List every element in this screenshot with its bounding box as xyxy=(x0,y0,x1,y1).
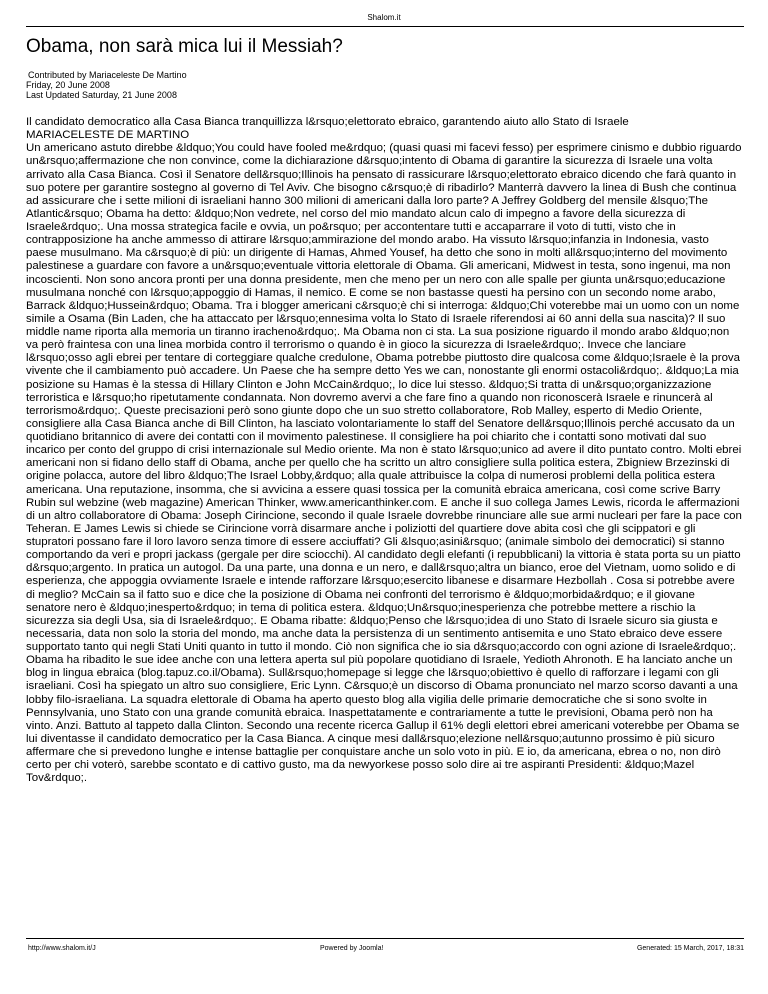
footer-generated: Generated: 15 March, 2017, 18:31 xyxy=(636,945,744,952)
contributed-by: Contributed by Mariaceleste De Martino xyxy=(28,70,187,80)
footer-powered-by: Powered by Joomla! xyxy=(320,945,384,952)
publish-date: Friday, 20 June 2008 xyxy=(26,80,110,90)
article-author: MARIACELESTE DE MARTINO xyxy=(26,129,190,142)
article-lead: Il candidato democratico alla Casa Bianca tranquillizza l&rsquo;elettorato ebraico, garantendo aiuto allo Stato di Israele xyxy=(26,116,629,128)
article-title: Obama, non sarà mica lui il Messiah? xyxy=(26,36,343,57)
page-footer xyxy=(26,944,744,954)
site-header: Shalom.it xyxy=(367,13,401,22)
article-meta xyxy=(26,70,187,100)
footer-url: http://www.shalom.it/J xyxy=(28,945,96,952)
header-divider xyxy=(26,26,744,27)
last-updated: Last Updated Saturday, 21 June 2008 xyxy=(26,90,177,100)
article-body: Un americano astuto direbbe &ldquo;You could have fooled me&rdquo; (quasi quasi mi facevi fesso) per esprimere cinismo e dubbio riguardo un&rsquo;affermazione che non convince, come la dichiarazione d&rsquo;intento di Obama di garantire la sicurezza di Israele una volta arrivato alla Casa Bianca. Così il Senatore dell&rsquo;Illinois ha pensato di rassicurare l&rsquo;elettorato ebraico dicendo che farà quanto in suo potere per garantire sostegno al governo di Tel Aviv. Che bisogno c&rsquo;è di ribadirlo? Manterrà davvero la linea di Bush che continua ad assicurare che i sette milioni di israeliani hanno 300 milioni di americani dalla loro parte? A Jeffrey Goldberg del mensile &lsquo;The Atlantic&rsquo; Obama ha detto: &ldquo;Non vedrete, nel corso del mio mandato alcun calo di impegno a favore della sicurezza di Israele&rdquo;. Una mossa strategica facile e ovvia, un po&rsquo; per accontentare tutti e accaparrare il voto di tutti, visto che in contrapposizione ha anche ammesso di attirare l&rsquo;ammirazione del mondo arabo. Ha vissuto l&rsquo;infanzia in Indonesia, vasto paese musulmano. Ma c&rsquo;è di più: un dirigente di Hamas, Ahmed Yousef, ha detto che sono in molti all&rsquo;interno del movimento palestinese a guardare con favore a un&rsquo;eventuale vittoria elettorale di Obama. Gli americani, Midwest in testa, sono ingenui, ma non incoscienti. Non sono ancora pronti per una donna presidente, men che meno per un nero con alle spalle per giunta un&rsquo;educazione musulmana nonché con l&rsquo;appoggio di Hamas, il nemico. E come se non bastasse questi ha persino con un secondo nome arabo, Barrack &ldquo;Hussein&rdquo; Obama. Tra i blogger americani c&rsquo;è chi si interroga: &ldquo;Chi voterebbe mai un uomo con un nome simile a Osama (Bin Laden, che ha attaccato per l&rsquo;ennesima volta lo Stato di Israele riferendosi ai 60 anni della sua nascita)? Il suo middle name riporta alla memoria un tiranno iracheno&rdquo;. Ma Obama non ci sta. La sua posizione riguardo il mondo arabo &ldquo;non va però fraintesa con una linea morbida contro il terrorismo o quando è in gioco la sicurezza di Israele&rdquo;. Invece che lanciare l&rsquo;osso agli ebrei per tentare di corteggiare qualche credulone, Obama potrebbe piuttosto dire qualcosa come &ldquo;Israele è la prova vivente che il cambiamento può accadere. Un Paese che ha sempre detto Yes we can, nonostante gli enormi ostacoli&rdquo;. &ldquo;La mia posizione su Hamas è la stessa di Hillary Clinton e John McCain&rdquo;, lo dice lui stesso. &ldquo;Si tratta di un&rsquo;organizzazione terroristica e l&rsquo;ho ripetutamente condannata. Non dovremo avervi a che fare fino a quando non riconoscerà Israele e rinuncerà al terrorismo&rdquo;. Queste precisazioni però sono giunte dopo che un suo stretto collaboratore, Rob Malley, esperto di Medio Oriente, consigliere alla Casa Bianca anche di Bill Clinton, ha lasciato volontariamente lo staff del Senatore dell&rsquo;Illinois perché accusato da un quotidiano britannico di avere dei contatti con il movimento palestinese. Il consigliere ha poi chiarito che i contatti sono motivati dal suo incarico per conto del gruppo di crisi internazionale sul Medio oriente. Ma non è stato l&rsquo;unico ad avere il dito puntato contro. Molti ebrei americani non si fidano dello staff di Obama, anche per quello che ha scritto un altro consigliere sulla politica estera, Zbigniew Brzezinski di origine polacca, autore del libro &ldquo;The Israel Lobby,&rdquo; alla quale attribuisce la colpa di numerosi problemi della politica estera americana. Una reputazione, insomma, che si avvicina a essere quasi tossica per la comunità ebraica americana, così come scrive Barry Rubin sul webzine (web magazine) American Thinker, www.americanthinker.com. E anche il suo collega James Lewis, ricorda le affermazioni di un altro collaboratore di Obama: Joseph Cirincione, secondo il quale Israele dovrebbe rinunciare alle sue armi nucleari per fare la pace con Teheran. E James Lewis si chiede se Cirincione vorrà disarmare anche i poliziotti del quartiere dove abita così che gli scippatori e gli stupratori possano fare il loro lavoro senza timore di essere acciuffati? Gli &lsquo;asini&rsquo; (animale simbolo dei democratici) si stanno comportando da veri e propri jackass (gergale per dire sciocchi). Al candidato degli elefanti (i repubblicani) la vittoria è stata porta su un piatto d&rsquo;argento. In pratica un autogol. Da una parte, una donna e un nero, e dall&rsquo;altra un bianco, eroe del Vietnam, uomo solido e di esperienza, che appoggia ovviamente Israele e intende rafforzare l&rsquo;esercito libanese e disarmare Hezbollah . Cosa si potrebbe avere di meglio? McCain sa il fatto suo e dice che la posizione di Obama nei confronti del terrorismo è &ldquo;morbida&rdquo; e il giovane senatore nero è &ldquo;inesperto&rdquo; in tema di politica estera. &ldquo;Un&rsquo;inesperienza che potrebbe mettere a rischio la sicurezza sia degli Usa, sia di Israele&rdquo;. E Obama ribatte: &ldquo;Penso che l&rsquo;idea di uno Stato di Israele sicuro sia giusta e necessaria, data non solo la storia del mondo, ma anche data la persistenza di un sentimento antisemita e uno Stato ebraico deve essere supportato tanto qui negli Stati Uniti quanto in tutto il mondo. Ciò non significa che io sia d&rsquo;accordo con ogni azione di Israele&rdquo;. Obama ha ribadito le sue idee anche con una lettera aperta sul più popolare quotidiano di Israele, Yedioth Ahronoth. E ha lanciato anche un blog in lingua ebraica (blog.tapuz.co.il/Obama). Sull&rsquo;homepage si legge che l&rsquo;obiettivo è quello di rafforzare i legami con gli israeliani. Così ha spiegato un altro suo consigliere, Eric Lynn. C&rsquo;è un discorso di Obama pronunciato nel marzo scorso davanti a una lobby filo-israeliana. La squadra elettorale di Obama ha aperto questo blog alla vigilia delle primarie democratiche che si sono svolte in Pennsylvania, uno Stato con una grande comunità ebraica. Inaspettatamente e contrariamente a tutte le previsioni, Obama però non ha vinto. Anzi. Battuto al tappeto dalla Clinton. Secondo una recente ricerca Gallup il 61% degli elettori ebrei americani voterebbe per Obama se lui diventasse il candidato democratico per la Casa Bianca. A cinque mesi dall&rsquo;elezione nell&rsquo;autunno prossimo è più sicuro affermare che si prevedono lunghe e intense battaglie per conquistare anche un solo voto in più. E io, da americana, ebrea o no, non dirò certo per chi voterò, sarebbe scontato e di cattivo gusto, ma da newyorkese posso solo dire ai tre aspiranti Presidenti: &ldquo;Mazel Tov&rdquo;. xyxy=(26,142,742,785)
footer-divider xyxy=(26,938,744,939)
article-content xyxy=(26,116,742,785)
